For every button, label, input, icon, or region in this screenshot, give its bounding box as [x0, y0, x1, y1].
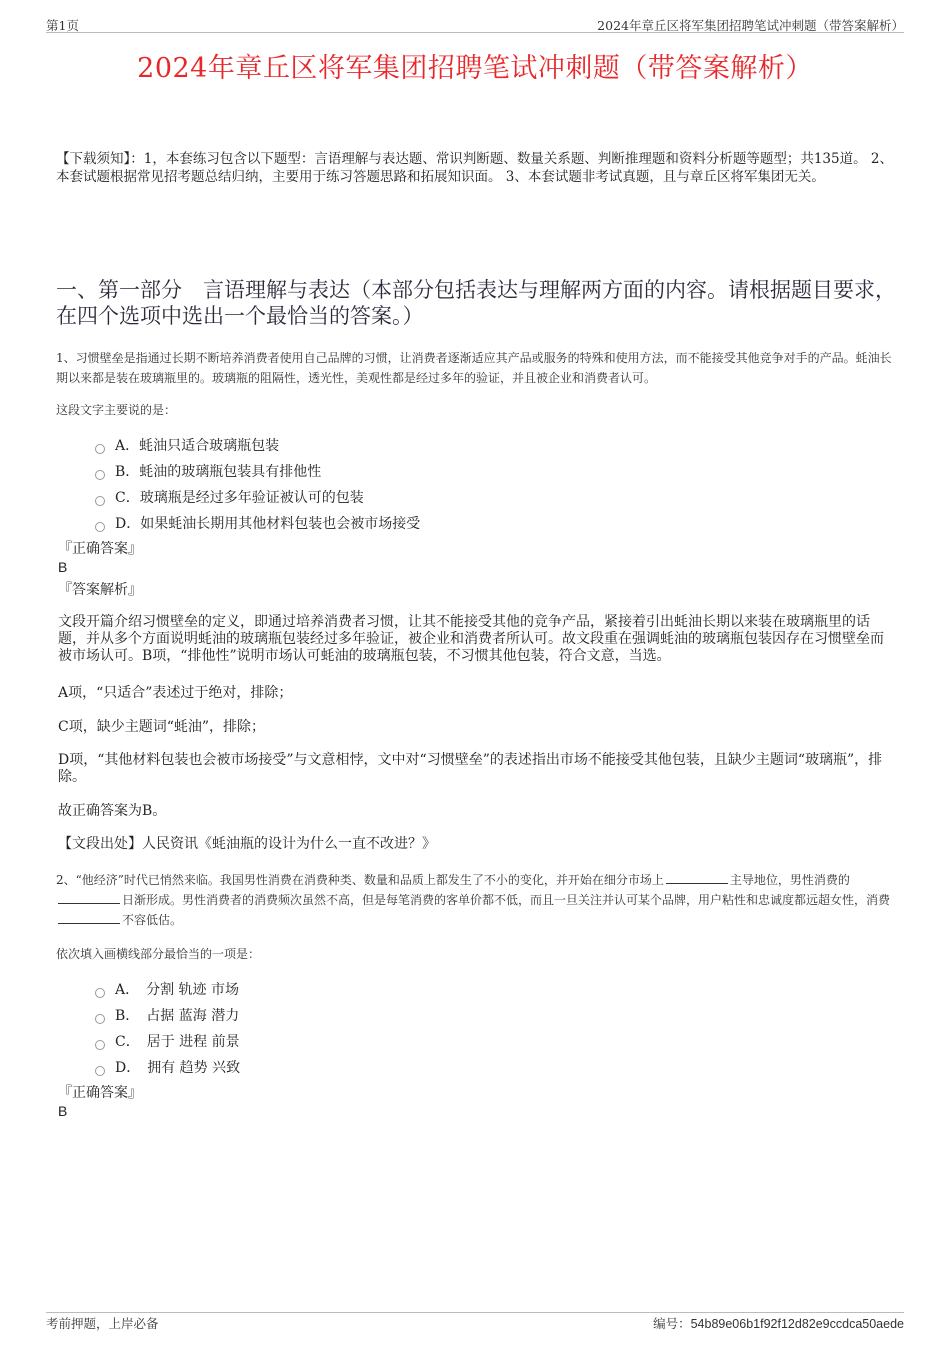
- question-2-text-part-1: 2、“他经济”时代已悄然来临。我国男性消费在消费种类、数量和品质上都发生了不小的变化，并开始在细分市场上: [56, 873, 664, 887]
- question-1-option-a[interactable]: [95, 433, 420, 459]
- footer-divider: [46, 1312, 904, 1313]
- radio-icon[interactable]: [95, 496, 105, 506]
- download-notice: 【下载须知】：1，本套练习包含以下题型：言语理解与表达题、常识判断题、数量关系题、判断推理题和资料分析题等题型；共135道。 2、本套试题根据常见招考题总结归纳，主要用于练习答题思路和拓展知识面。 3、本套试题非考试真题，且与章丘区将军集团无关。: [56, 151, 893, 185]
- question-1-analysis-d: D项，“其他材料包装也会被市场接受”与文意相悖，文中对“习惯壁垒”的表述指出市场不能接受其他包装，且缺少主题词“玻璃瓶”，排除。: [58, 752, 883, 785]
- question-2-option-a[interactable]: [95, 977, 240, 1003]
- header-doc-title: 2024年章丘区将军集团招聘笔试冲刺题（带答案解析）: [597, 18, 904, 33]
- question-1-analysis-c: C项，缺少主题词“蚝油”，排除；: [58, 719, 266, 735]
- question-1-correct-label: 『正确答案』: [58, 541, 142, 557]
- radio-icon[interactable]: [95, 1040, 105, 1050]
- option-label: D．如果蚝油长期用其他材料包装也会被市场接受: [115, 516, 421, 532]
- question-2-text: [56, 870, 899, 930]
- question-1-analysis-a: A项，“只适合”表述过于绝对，排除；: [58, 685, 293, 701]
- blank-line: [58, 911, 120, 924]
- radio-icon[interactable]: [95, 1014, 105, 1024]
- header-divider: [46, 32, 904, 33]
- question-1-source: 【文段出处】人民资讯《蚝油瓶的设计为什么一直不改进？》: [58, 836, 436, 852]
- option-label: A．蚝油只适合玻璃瓶包装: [115, 438, 280, 454]
- footer-slogan: 考前押题，上岸必备: [46, 1316, 159, 1331]
- question-1-option-d[interactable]: [95, 511, 420, 537]
- question-2-prompt: 依次填入画横线部分最恰当的一项是：: [56, 947, 261, 961]
- question-2-text-part-3: 日渐形成。男性消费者的消费频次虽然不高，但是每笔消费的客单价都不低，而且一旦关注并认可某个品牌，用户粘性和忠诚度都远超女性，消费: [122, 893, 891, 907]
- radio-icon[interactable]: [95, 444, 105, 454]
- question-2-answer: B: [58, 1103, 68, 1119]
- option-label: A． 分割 轨迹 市场: [115, 982, 240, 998]
- question-2-option-d[interactable]: [95, 1055, 240, 1081]
- footer-code: [653, 1314, 904, 1332]
- question-1-answer: B: [58, 559, 68, 575]
- section-heading: 一、第一部分 言语理解与表达（本部分包括表达与理解两方面的内容。请根据题目要求，在四个选项中选出一个最恰当的答案。）: [56, 278, 896, 328]
- question-1-analysis-main: 文段开篇介绍习惯壁垒的定义，即通过培养消费者习惯，让其不能接受其他的竞争产品，紧接着引出蚝油长期以来装在玻璃瓶里的话题，并从多个方面说明蚝油的玻璃瓶包装经过多年验证，被企业和消费者所认可。故文段重在强调蚝油的玻璃瓶包装因存在习惯壁垒而被市场认可。B项，“排他性”说明市场认可蚝油的玻璃瓶包装，不习惯其他包装，符合文意，当选。: [58, 614, 884, 664]
- question-2-option-b[interactable]: [95, 1003, 240, 1029]
- question-2-options: [95, 977, 240, 1081]
- footer-code-value: 54b89e06b1f92f12d82e9ccdca50aede: [690, 1317, 904, 1331]
- question-2-text-part-4: 不容低估。: [122, 913, 183, 927]
- question-1-text: 1、习惯壁垒是指通过长期不断培养消费者使用自己品牌的习惯，让消费者逐渐适应其产品或服务的特殊和使用方法，而不能接受其他竞争对手的产品。蚝油长期以来都是装在玻璃瓶里的。玻璃瓶的阻隔性，透光性，美观性都是经过多年的验证，并且被企业和消费者认可。: [56, 351, 892, 385]
- radio-icon[interactable]: [95, 988, 105, 998]
- radio-icon[interactable]: [95, 522, 105, 532]
- option-label: B．蚝油的玻璃瓶包装具有排他性: [115, 464, 322, 480]
- question-2-text-part-2: 主导地位，男性消费的: [729, 873, 850, 887]
- footer-code-label: 编号：: [653, 1316, 691, 1331]
- radio-icon[interactable]: [95, 1066, 105, 1076]
- blank-line: [666, 871, 728, 884]
- question-1-options: [95, 433, 420, 537]
- question-1-conclusion: 故正确答案为B。: [58, 803, 167, 819]
- question-1-prompt: 这段文字主要说的是：: [56, 403, 177, 417]
- blank-line: [58, 891, 120, 904]
- page-number: 第1页: [46, 18, 79, 33]
- option-label: D． 拥有 趋势 兴致: [115, 1060, 241, 1076]
- option-label: B． 占据 蓝海 潜力: [115, 1008, 240, 1024]
- option-label: C．玻璃瓶是经过多年验证被认可的包装: [115, 490, 364, 506]
- page-title: 2024年章丘区将军集团招聘笔试冲刺题（带答案解析）: [137, 53, 813, 84]
- radio-icon[interactable]: [95, 470, 105, 480]
- option-label: C． 居于 进程 前景: [115, 1034, 240, 1050]
- question-2-option-c[interactable]: [95, 1029, 240, 1055]
- question-1-option-b[interactable]: [95, 459, 420, 485]
- question-1-analysis-label: 『答案解析』: [58, 582, 142, 598]
- question-1-option-c[interactable]: [95, 485, 420, 511]
- question-2-correct-label: 『正确答案』: [58, 1085, 142, 1101]
